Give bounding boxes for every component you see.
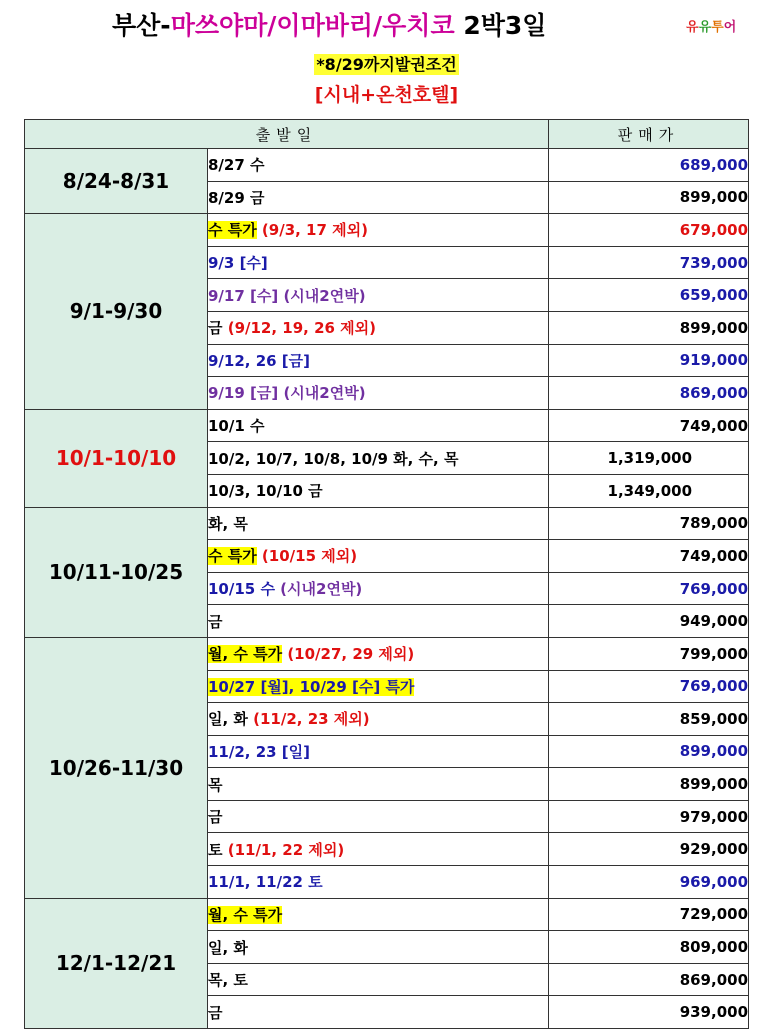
booking-condition-text: *8/29까지발권조건	[316, 55, 457, 74]
special-price-label: 수 특가	[208, 221, 257, 240]
date-cell: 8/27 수	[208, 149, 549, 182]
date-cell: 토 (11/1, 22 제외)	[208, 833, 549, 866]
brand-logo: 유유투어	[686, 20, 737, 35]
price-cell: 1,349,000	[549, 474, 749, 507]
special-price-label: 10/27 [월], 10/29 [수] 특가	[208, 677, 415, 696]
date-cell: 11/1, 11/22 토	[208, 866, 549, 899]
price-cell: 739,000	[549, 246, 749, 279]
date-cell	[208, 898, 549, 931]
price-cell: 979,000	[549, 800, 749, 833]
date-cell: 9/3 [수]	[208, 246, 549, 279]
price-cell: 729,000	[549, 898, 749, 931]
header-departure-date: 출발일	[25, 120, 549, 149]
table-row	[25, 214, 749, 247]
date-cell: 일, 화	[208, 931, 549, 964]
price-cell: 899,000	[549, 768, 749, 801]
title-origin: 부산-	[112, 11, 171, 40]
table-header-row	[25, 120, 749, 149]
table-row	[25, 898, 749, 931]
date-cell: 화, 목	[208, 507, 549, 540]
header-price: 판매가	[549, 120, 749, 149]
title-row	[0, 6, 773, 46]
date-cell: 10/15 수 (시내2연박)	[208, 572, 549, 605]
price-cell: 869,000	[549, 963, 749, 996]
period-cell: 9/1-9/30	[25, 214, 208, 410]
date-cell: 11/2, 23 [일]	[208, 735, 549, 768]
price-cell: 1,319,000	[549, 442, 749, 475]
date-cell: 목	[208, 768, 549, 801]
date-cell: 금	[208, 605, 549, 638]
date-cell	[208, 670, 549, 703]
price-cell: 859,000	[549, 703, 749, 736]
period-cell: 10/26-11/30	[25, 637, 208, 898]
date-cell: 9/17 [수] (시내2연박)	[208, 279, 549, 312]
price-cell: 799,000	[549, 637, 749, 670]
price-cell: 689,000	[549, 149, 749, 182]
period-cell: 10/1-10/10	[25, 409, 208, 507]
price-cell: 769,000	[549, 572, 749, 605]
price-cell: 869,000	[549, 377, 749, 410]
title-duration: 2박3일	[454, 11, 547, 40]
date-cell: 금	[208, 800, 549, 833]
price-cell: 749,000	[549, 540, 749, 573]
price-cell: 769,000	[549, 670, 749, 703]
date-cell: 10/3, 10/10 금	[208, 474, 549, 507]
special-price-label: 월, 수 특가	[208, 645, 283, 664]
period-cell: 8/24-8/31	[25, 149, 208, 214]
table-row	[25, 507, 749, 540]
price-table	[24, 119, 749, 1029]
date-cell: 수 특가 (9/3, 17 제외)	[208, 214, 549, 247]
price-cell: 899,000	[549, 181, 749, 214]
date-cell: 수 특가 (10/15 제외)	[208, 540, 549, 573]
price-cell: 969,000	[549, 866, 749, 899]
date-cell: 금 (9/12, 19, 26 제외)	[208, 311, 549, 344]
hotel-type: [시내+온천호텔]	[314, 84, 459, 106]
price-cell: 749,000	[549, 409, 749, 442]
table-row	[25, 409, 749, 442]
date-cell: 일, 화 (11/2, 23 제외)	[208, 703, 549, 736]
date-cell: 월, 수 특가 (10/27, 29 제외)	[208, 637, 549, 670]
special-price-label: 월, 수 특가	[208, 905, 283, 924]
page-title	[112, 6, 546, 42]
special-price-label: 수 특가	[208, 547, 257, 566]
price-cell: 899,000	[549, 735, 749, 768]
price-cell: 789,000	[549, 507, 749, 540]
date-cell: 목, 토	[208, 963, 549, 996]
price-cell: 949,000	[549, 605, 749, 638]
title-destinations: 마쓰야마/이마바리/우치코	[170, 11, 455, 40]
date-cell: 10/2, 10/7, 10/8, 10/9 화, 수, 목	[208, 442, 549, 475]
price-cell: 929,000	[549, 833, 749, 866]
price-cell: 899,000	[549, 311, 749, 344]
price-cell: 659,000	[549, 279, 749, 312]
date-cell: 9/19 [금] (시내2연박)	[208, 377, 549, 410]
price-cell: 679,000	[549, 214, 749, 247]
table-row	[25, 637, 749, 670]
date-cell: 10/1 수	[208, 409, 549, 442]
price-cell: 939,000	[549, 996, 749, 1029]
date-cell: 9/12, 26 [금]	[208, 344, 549, 377]
table-row	[25, 149, 749, 182]
period-cell: 10/11-10/25	[25, 507, 208, 637]
date-cell: 금	[208, 996, 549, 1029]
price-cell: 809,000	[549, 931, 749, 964]
booking-condition	[0, 52, 773, 75]
date-cell: 8/29 금	[208, 181, 549, 214]
period-cell: 12/1-12/21	[25, 898, 208, 1028]
price-cell: 919,000	[549, 344, 749, 377]
